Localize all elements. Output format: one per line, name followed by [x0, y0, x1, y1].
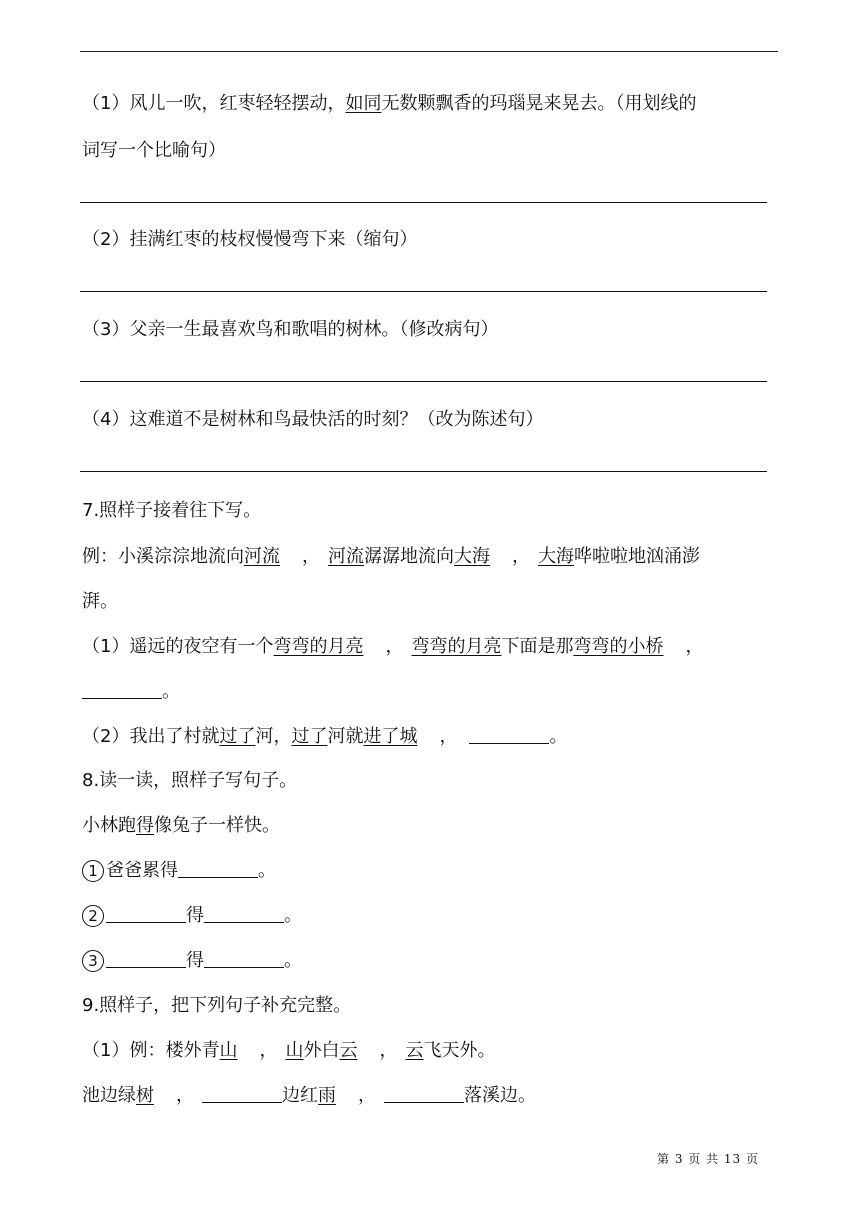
q9-practice-text-a: 池边绿 — [82, 1085, 136, 1106]
q9-practice-text-b: 边红 — [282, 1085, 318, 1106]
top-rule — [80, 51, 778, 52]
q9-example — [82, 1039, 495, 1063]
q7-item-2-underlined-3: 进了城 — [363, 726, 418, 747]
q9-practice-comma-1: ， — [176, 1085, 194, 1106]
q9-practice-comma-2: ， — [358, 1085, 376, 1106]
q7-item-2-end: 。 — [549, 726, 568, 747]
q7-item-2-text-a: （2）我出了村就 — [82, 726, 220, 747]
q7-item-2-underlined-1: 过了 — [219, 726, 256, 747]
q8-example-text-a: 小林跑 — [82, 815, 136, 836]
blank-input[interactable] — [204, 949, 284, 968]
q7-example-underlined-3: 大海 — [454, 546, 490, 567]
q7-item-1-underlined-3: 弯弯的小桥 — [573, 636, 664, 657]
q7-item-2-underlined-2: 过了 — [291, 726, 328, 747]
q7-example-text-b: 潺潺地流向 — [364, 546, 454, 567]
q9-example-underlined-3: 云 — [339, 1040, 358, 1061]
answer-line-3[interactable] — [80, 381, 767, 382]
q8-heading: 8.读一读，照样子写句子。 — [82, 770, 298, 791]
q8-item-1 — [82, 859, 276, 883]
blank-input[interactable] — [106, 949, 186, 968]
q6-item-1-text-a: （1）风儿一吹，红枣轻轻摆动， — [82, 93, 346, 114]
q9-example-comma-1: ， — [259, 1040, 278, 1061]
q9-practice-underlined-1: 树 — [136, 1085, 154, 1106]
q7-item-1 — [82, 635, 703, 659]
q9-example-underlined-4: 云 — [405, 1040, 424, 1061]
q7-heading: 7.照样子接着往下写。 — [82, 500, 262, 521]
q8-item-3-de: 得 — [186, 950, 204, 971]
q9-practice-underlined-2: 雨 — [318, 1085, 336, 1106]
q7-example-underlined-2: 河流 — [328, 546, 364, 567]
q8-item-1-end: 。 — [258, 860, 276, 881]
q9-example-text-a: （1）例：楼外青 — [82, 1040, 220, 1061]
q7-example-comma-2: ， — [512, 546, 530, 567]
q7-item-1-underlined-1: 弯弯的月亮 — [273, 636, 364, 657]
q6-item-1 — [82, 92, 696, 116]
q9-example-text-c: 飞天外。 — [423, 1040, 496, 1061]
q7-item-2 — [82, 725, 567, 749]
blank-input[interactable] — [178, 859, 258, 878]
q8-item-3-end: 。 — [284, 950, 302, 971]
q8-example — [82, 814, 280, 838]
blank-input[interactable] — [384, 1084, 464, 1103]
q8-item-2-de: 得 — [186, 905, 204, 926]
q7-item-1-end: 。 — [162, 681, 180, 702]
q7-example-text-a: 例：小溪淙淙地流向 — [82, 546, 244, 567]
circled-number-1: 1 — [82, 860, 104, 882]
q7-item-2-text-b: 河， — [255, 726, 292, 747]
blank-input[interactable] — [469, 725, 549, 744]
q9-practice-text-c: 落溪边。 — [464, 1085, 536, 1106]
circled-number-3: 3 — [82, 950, 104, 972]
q7-example-cont: 湃。 — [82, 591, 118, 612]
q7-example-underlined-1: 河流 — [244, 546, 280, 567]
q7-item-1-comma-2: ， — [685, 636, 704, 657]
q8-item-2-end: 。 — [284, 905, 302, 926]
q7-item-2-comma: ， — [439, 726, 458, 747]
answer-line-4[interactable] — [80, 471, 767, 472]
q7-item-1-comma-1: ， — [385, 636, 404, 657]
circled-number-2: 2 — [82, 905, 104, 927]
q6-item-2: （2）挂满红枣的枝杈慢慢弯下来（缩句） — [82, 229, 418, 250]
q7-example-text-c: 哗啦啦地汹涌澎 — [574, 546, 700, 567]
q6-item-3: （3）父亲一生最喜欢鸟和歌唱的树林。（修改病句） — [82, 319, 499, 340]
q6-item-1-cont: 词写一个比喻句） — [82, 140, 226, 161]
q7-item-1-underlined-2: 弯弯的月亮 — [411, 636, 502, 657]
q9-heading: 9.照样子，把下列句子补充完整。 — [82, 995, 352, 1016]
q9-example-text-b: 外白 — [303, 1040, 340, 1061]
answer-line-1[interactable] — [80, 202, 767, 203]
blank-input[interactable] — [204, 904, 284, 923]
q6-item-4: （4）这难道不是树林和鸟最快活的时刻？（改为陈述句） — [82, 409, 544, 430]
q9-practice — [82, 1084, 536, 1108]
q9-example-comma-2: ， — [379, 1040, 398, 1061]
q7-item-1-text-b: 下面是那 — [501, 636, 574, 657]
q7-example-comma-1: ， — [302, 546, 320, 567]
q7-item-1-text-a: （1）遥远的夜空有一个 — [82, 636, 274, 657]
q7-example — [82, 545, 700, 569]
blank-input[interactable] — [82, 680, 162, 699]
q8-item-3 — [82, 949, 302, 973]
q6-item-1-text-b: 无数颗飘香的玛瑙晃来晃去。（用划线的 — [381, 93, 697, 114]
q8-example-underlined: 得 — [136, 815, 154, 836]
blank-input[interactable] — [106, 904, 186, 923]
q9-example-underlined-2: 山 — [285, 1040, 304, 1061]
q6-item-1-underlined: 如同 — [345, 93, 382, 114]
q7-example-underlined-4: 大海 — [538, 546, 574, 567]
q7-item-1-cont — [82, 680, 180, 704]
answer-line-2[interactable] — [80, 291, 767, 292]
blank-input[interactable] — [202, 1084, 282, 1103]
page-footer: 第 3 页 共 13 页 — [657, 1152, 759, 1166]
q9-example-underlined-1: 山 — [219, 1040, 238, 1061]
q7-item-2-text-c: 河就 — [327, 726, 364, 747]
q8-item-2 — [82, 904, 302, 928]
q8-example-text-b: 像兔子一样快。 — [154, 815, 280, 836]
q8-item-1-text: 爸爸累得 — [106, 860, 178, 881]
